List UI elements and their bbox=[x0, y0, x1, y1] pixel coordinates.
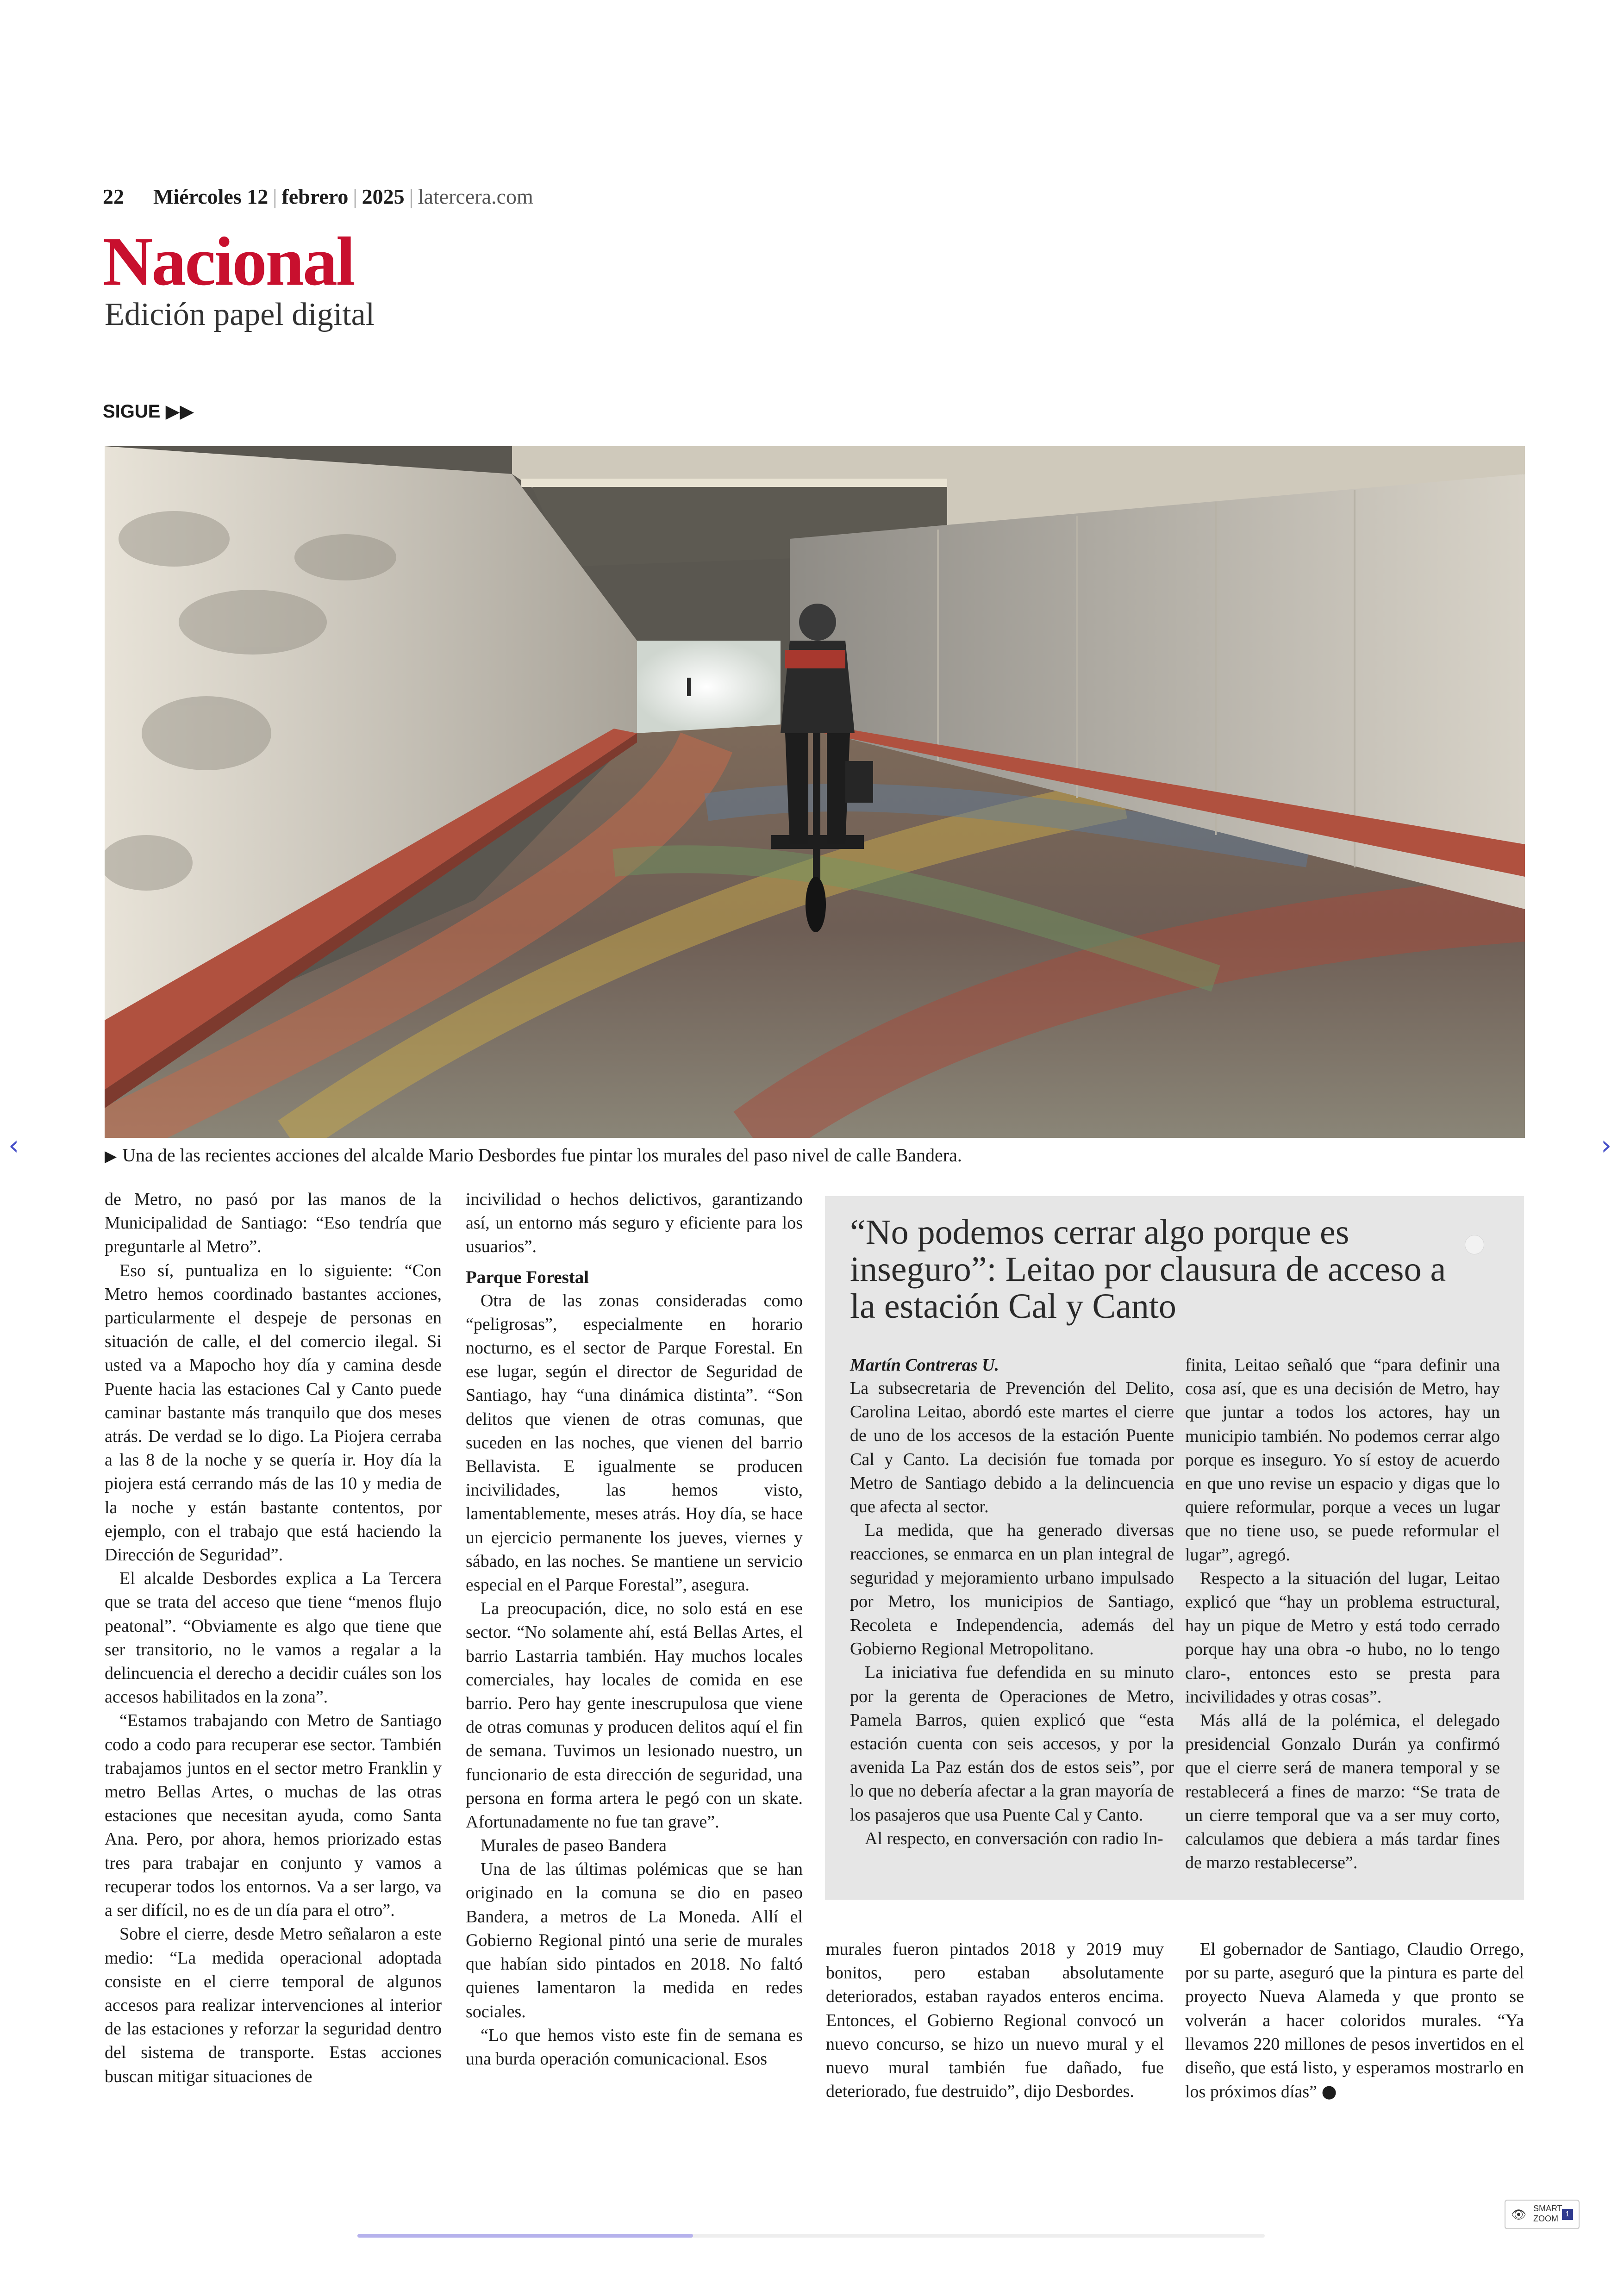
subhead-murales: Murales de paseo Bandera bbox=[481, 1836, 667, 1856]
article-paragraph bbox=[1185, 1938, 1524, 2104]
sidebar-paragraph: finita, Leitao señaló que “para definir una cosa así, que es una decisión de Metro, hay que juntar a todos los actores, hay un municipio también. No podemos cerrar algo porque es inseguro. Yo sí estoy de acuerdo en que uno revise un espacio y digas que lo quiere reformular, porque a veces un lugar que no tiene uso, se puede reformular el lugar”, agregó. bbox=[1185, 1355, 1500, 1565]
article-paragraph: “Lo que hemos visto este fin de semana es una burda operación comunicacional. Esos bbox=[466, 2025, 803, 2069]
article-paragraph: La preocupación, dice, no solo está en ese sector. “No solamente ahí, está Bellas Artes, el barrio Lastarria también. Hay muchos locales comerciales, hay locales de comida en ese barrio. Pero hay gente inescrupulosa que viene de otras comunas y producen delitos aquí el fin de semana. Tuvimos un lesionado nuestro, un funcionario de esta dirección de seguridad, una persona en forma artera le pegó con un skate. Afortunadamente no fue tan grave”. bbox=[466, 1599, 803, 1832]
page-progress-fill bbox=[357, 2234, 693, 2238]
sidebar-paragraph: Más allá de la polémica, el delegado presidencial Gonzalo Durán ya confirmó que el cierre será de manera temporal y se restablecerá a fines de marzo: “Se trata de un cierre temporal que va a ser muy corto, calculamos que debiera a más tardar fines de marzo restablecerse”. bbox=[1185, 1711, 1500, 1873]
article-column-2 bbox=[466, 1188, 803, 2071]
sidebar-column-1 bbox=[850, 1353, 1174, 1851]
marker-dot-icon bbox=[1465, 1235, 1484, 1254]
closing-text: El gobernador de Santiago, Claudio Orrego, por su parte, aseguró que la pintura es parte del proyecto Nueva Alameda y que pronto se volverán a hacer coloridos murales. “Ya llevamos 220 millones de pesos invertidos en el diseño, que está listo, y esperamos mostrarlo en los próximos días” bbox=[1185, 1940, 1524, 2102]
sidebar-title: “No podemos cerrar algo porque es inseguro”: Leitao por clausura de acceso a la estación Cal y Canto bbox=[850, 1213, 1446, 1326]
article-paragraph: El alcalde Desbordes explica a La Tercera que se trata del acceso que tiene “menos flujo peatonal”. “Obviamente es algo que tiene que ser transitorio, no le vamos a regalar a la delincuencia el derecho a decidir cuáles son los accesos habilitados en la zona”. bbox=[105, 1569, 442, 1707]
page-progress-track[interactable] bbox=[357, 2234, 1265, 2238]
article-column-4 bbox=[1185, 1938, 1524, 2104]
article-photo bbox=[105, 446, 1525, 1138]
end-mark: ● bbox=[1321, 2081, 1337, 2102]
page-number: 22 bbox=[103, 185, 124, 208]
article-paragraph: Sobre el cierre, desde Metro señalaron a este medio: “La medida operacional adoptada consiste en el cierre temporal de algunos accesos para realizar intervenciones al interior de las estaciones y reforzar la seguridad dentro del sistema de transporte. Estas acciones buscan mitigar situaciones de bbox=[105, 1924, 442, 2086]
date-day: Miércoles 12 bbox=[153, 185, 269, 208]
subhead-parque-forestal: Parque Forestal bbox=[466, 1267, 589, 1287]
sigue-label: SIGUE ▶▶ bbox=[103, 401, 194, 422]
page-badge: 1 bbox=[1562, 2209, 1573, 2220]
sidebar-paragraph: Respecto a la situación del lugar, Leitao explicó que “hay un problema estructural, hay un pique de Metro y está todo cerrado porque hay una obra -o hubo, no lo tengo claro-, entonces esto se presta para incivilidades y otras cosas”. bbox=[1185, 1568, 1500, 1707]
sidebar-paragraph: La subsecretaria de Prevención del Delito, Carolina Leitao, abordó este martes el cierre de uno de los accesos de la estación Puente Cal y Canto. La decisión fue tomada por Metro de Santiago debido a la delincuencia que afecta al sector. bbox=[850, 1378, 1174, 1517]
smart-zoom-label: SMART ZOOM bbox=[1533, 2204, 1562, 2223]
caption-triangle-icon: ▶ bbox=[105, 1147, 117, 1166]
prev-page-button[interactable]: ‹ bbox=[8, 1129, 19, 1161]
caption-text: Una de las recientes acciones del alcalde Mario Desbordes fue pintar los murales del paso nivel de calle Bandera. bbox=[122, 1145, 962, 1166]
article-paragraph: incivilidad o hechos delictivos, garantizando así, un entorno más seguro y eficiente para los usuarios”. bbox=[466, 1190, 803, 1257]
site-name: latercera.com bbox=[418, 185, 533, 208]
sidebar-column-2 bbox=[1185, 1353, 1500, 1875]
article-paragraph: murales fueron pintados 2018 y 2019 muy bonitos, pero estaban absolutamente deteriorados, estaban rayados enteros encima. Entonces, el Gobierno Regional convocó un nuevo concurso, se hizo un nuevo mural y el nuevo mural también fue dañado, fue deteriorado, fue destruido”, dijo Desbordes. bbox=[826, 1940, 1164, 2102]
section-title: Nacional bbox=[103, 223, 354, 300]
article-paragraph: Eso sí, puntualiza en lo siguiente: “Con Metro hemos coordinado bastantes acciones, particularmente el despeje de personas en situación de calle, el del comercio ilegal. Si usted va a Mapocho hoy día y camina desde Puente hacia las estaciones Cal y Canto puede caminar bastante más tranquilo que dos meses atrás. De verdad se lo digo. La Piojera cerraba a las 8 de la noche y se quería ir. Hoy día la piojera está cerrando más de las 10 y media de la noche y están bastante contentos, por ejemplo, con el trabajo que está haciendo la Dirección de Seguridad”. bbox=[105, 1260, 442, 1565]
edition-label: Edición papel digital bbox=[105, 297, 375, 332]
folio: 22 Miércoles 12 | febrero | 2025 | latercera.com bbox=[103, 185, 533, 208]
article-paragraph: de Metro, no pasó por las manos de la Municipalidad de Santiago: “Eso tendría que preguntarle al Metro”. bbox=[105, 1190, 442, 1257]
next-page-button[interactable]: › bbox=[1601, 1129, 1612, 1161]
eye-icon: 👁 bbox=[1511, 2208, 1527, 2222]
date-month: febrero bbox=[281, 185, 349, 208]
tunnel-illustration bbox=[105, 446, 1525, 1138]
sidebar-byline: Martín Contreras U. bbox=[850, 1355, 999, 1375]
article-paragraph: Una de las últimas polémicas que se han originado en la comuna se dio en paseo Bandera, a metros de La Moneda. Allí el Gobierno Regional pintó una serie de murales que habían sido pintados en 2018. No faltó quienes lamentaron la medida en redes sociales. bbox=[466, 1859, 803, 2021]
sidebar-paragraph: La medida, que ha generado diversas reacciones, se enmarca en un plan integral de seguridad y mejoramiento urbano impulsado por Metro, los municipios de Santiago, Recoleta e Independencia, además del Gobierno Regional Metropolitano. bbox=[850, 1521, 1174, 1659]
sidebar-paragraph: Al respecto, en conversación con radio In- bbox=[865, 1828, 1163, 1848]
sidebar-paragraph: La iniciativa fue defendida en su minuto por la gerenta de Operaciones de Metro, Pamela Barros, quien explicó que “esta estación cuenta con seis accesos, y por la avenida La Paz están dos de estos seis”, por lo que no debería afectar a la gran mayoría de los pasajeros que usa Puente Cal y Canto. bbox=[850, 1663, 1174, 1825]
date-year: 2025 bbox=[362, 185, 405, 208]
article-paragraph: “Estamos trabajando con Metro de Santiago codo a codo para recuperar ese sector. También trabajamos juntos en el sector metro Franklin y metro Bellas Artes, o muchas de las otras estaciones que necesitan ayuda, como Santa Ana. Pero, por ahora, hemos priorizado estas tres para trabajar en conjunto y vamos a recuperar todos los entornos. Va a ser largo, va a ser difícil, no es de un día para el otro”. bbox=[105, 1711, 442, 1921]
photo-caption bbox=[105, 1144, 962, 1166]
article-paragraph: Otra de las zonas consideradas como “peligrosas”, especialmente en horario nocturno, es el sector de Parque Forestal. En ese lugar, según el director de Seguridad de Santiago, hay “una dinámica distinta”. “Son delitos que vienen de otras comunas, que suceden en las noches, que vienen del barrio Bellavista. E igualmente se producen incivilidades, las hemos visto, lamentablemente, meses atrás. Hoy día, se hace un ejercicio permanente los jueves, viernes y sábado, en las noches. Se mantiene un servicio especial en el Parque Forestal”, asegura. bbox=[466, 1291, 803, 1595]
article-column-1 bbox=[105, 1188, 442, 2089]
smart-zoom-button[interactable] bbox=[1505, 2200, 1580, 2229]
article-column-3 bbox=[826, 1938, 1164, 2103]
